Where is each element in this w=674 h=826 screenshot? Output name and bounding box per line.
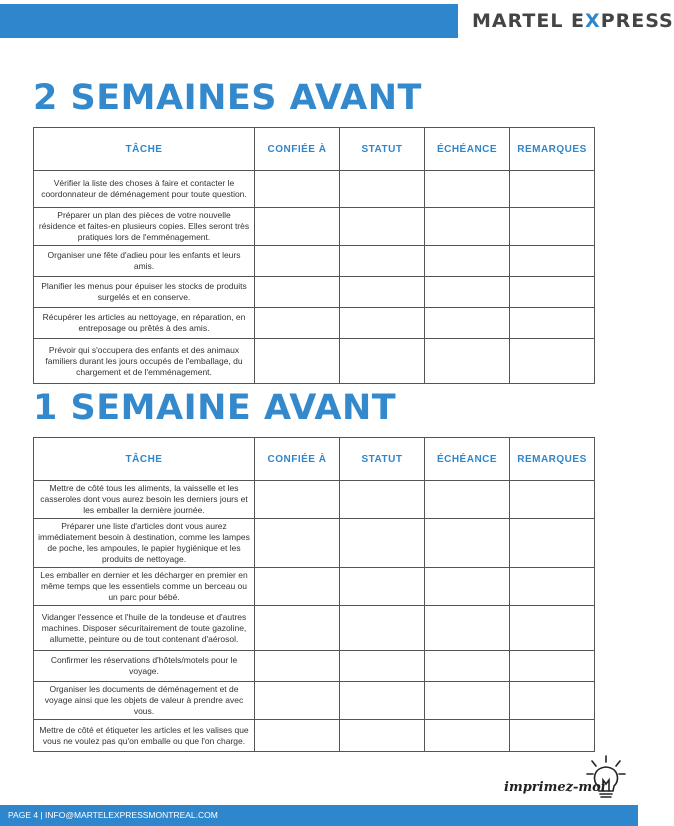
- assigned-cell[interactable]: [255, 682, 340, 720]
- assigned-cell[interactable]: [255, 519, 340, 568]
- table-row: [34, 682, 595, 720]
- status-cell[interactable]: [340, 339, 425, 384]
- assigned-cell[interactable]: [255, 481, 340, 519]
- remarks-cell[interactable]: [510, 606, 595, 651]
- status-cell[interactable]: [340, 606, 425, 651]
- table-row: [34, 519, 595, 568]
- top-bar: [0, 0, 674, 42]
- due-cell[interactable]: [425, 308, 510, 339]
- logo-text-1: MARTEL E: [472, 10, 586, 32]
- task-cell: Mettre de côté tous les aliments, la vaisselle et les casseroles dont vous aurez besoin les derniers jours et les emballer la dernière journée.: [34, 481, 255, 519]
- task-cell: Les emballer en dernier et les décharger en premier en même temps que les essentiels comme un berceau ou un parc pour bébé.: [34, 568, 255, 606]
- col-header-task: TÂCHE: [34, 128, 255, 171]
- status-cell[interactable]: [340, 682, 425, 720]
- remarks-cell[interactable]: [510, 481, 595, 519]
- footer-text: PAGE 4 | INFO@MARTELEXPRESSMONTREAL.COM: [8, 810, 218, 820]
- task-cell: Organiser les documents de déménagement et de voyage ainsi que les objets de valeur à prendre avec vous.: [34, 682, 255, 720]
- status-cell[interactable]: [340, 481, 425, 519]
- table-row: [34, 277, 595, 308]
- table-row: [34, 308, 595, 339]
- table-row: [34, 568, 595, 606]
- task-table-1-week: [33, 437, 595, 752]
- table-header-row: [34, 128, 595, 171]
- task-table-2-weeks: [33, 127, 595, 384]
- assigned-cell[interactable]: [255, 277, 340, 308]
- logo-text-2: PRESS: [600, 10, 674, 32]
- logo-text-accent: X: [585, 10, 601, 32]
- due-cell[interactable]: [425, 568, 510, 606]
- task-cell: Prévoir qui s'occupera des enfants et des animaux familiers durant les jours occupés de l'emballage, du chargement et de l'emménagement.: [34, 339, 255, 384]
- remarks-cell[interactable]: [510, 208, 595, 246]
- status-cell[interactable]: [340, 308, 425, 339]
- remarks-cell[interactable]: [510, 568, 595, 606]
- remarks-cell[interactable]: [510, 651, 595, 682]
- col-header-status: STATUT: [340, 128, 425, 171]
- due-cell[interactable]: [425, 606, 510, 651]
- top-blue-band: [0, 4, 458, 38]
- status-cell[interactable]: [340, 519, 425, 568]
- assigned-cell[interactable]: [255, 720, 340, 752]
- col-header-due: ÉCHÉANCE: [425, 438, 510, 481]
- company-logo: [472, 10, 674, 32]
- task-cell: Planifier les menus pour épuiser les stocks de produits surgelés et en conserve.: [34, 277, 255, 308]
- remarks-cell[interactable]: [510, 682, 595, 720]
- col-header-task: TÂCHE: [34, 438, 255, 481]
- task-cell: Mettre de côté et étiqueter les articles et les valises que vous ne voulez pas qu'on emballe ou que l'on charge.: [34, 720, 255, 752]
- col-header-status: STATUT: [340, 438, 425, 481]
- assigned-cell[interactable]: [255, 568, 340, 606]
- col-header-remarks: REMARQUES: [510, 438, 595, 481]
- task-cell: Organiser une fête d'adieu pour les enfants et leurs amis.: [34, 246, 255, 277]
- remarks-cell[interactable]: [510, 308, 595, 339]
- col-header-remarks: REMARQUES: [510, 128, 595, 171]
- due-cell[interactable]: [425, 208, 510, 246]
- table-row: [34, 651, 595, 682]
- status-cell[interactable]: [340, 171, 425, 208]
- due-cell[interactable]: [425, 720, 510, 752]
- footer-bar: [0, 805, 638, 826]
- status-cell[interactable]: [340, 246, 425, 277]
- status-cell[interactable]: [340, 277, 425, 308]
- task-cell: Vidanger l'essence et l'huile de la tondeuse et d'autres machines. Disposer sécuritairement de toute gazoline, allumette, peinture ou de tout contenant d'aérosol.: [34, 606, 255, 651]
- task-cell: Récupérer les articles au nettoyage, en réparation, en entreposage ou prêtés à des amis.: [34, 308, 255, 339]
- assigned-cell[interactable]: [255, 651, 340, 682]
- due-cell[interactable]: [425, 519, 510, 568]
- lightbulb-icon: [586, 754, 626, 802]
- col-header-assigned: CONFIÉE À: [255, 438, 340, 481]
- table-row: [34, 606, 595, 651]
- table-row: [34, 720, 595, 752]
- due-cell[interactable]: [425, 481, 510, 519]
- section-title-1-week: 1 SEMAINE AVANT: [33, 388, 397, 428]
- remarks-cell[interactable]: [510, 720, 595, 752]
- table-row: [34, 339, 595, 384]
- table-row: [34, 208, 595, 246]
- col-header-assigned: CONFIÉE À: [255, 128, 340, 171]
- assigned-cell[interactable]: [255, 606, 340, 651]
- section-title-2-weeks: 2 SEMAINES AVANT: [33, 78, 422, 118]
- remarks-cell[interactable]: [510, 277, 595, 308]
- assigned-cell[interactable]: [255, 246, 340, 277]
- assigned-cell[interactable]: [255, 339, 340, 384]
- status-cell[interactable]: [340, 720, 425, 752]
- table-row: [34, 171, 595, 208]
- task-cell: Préparer une liste d'articles dont vous aurez immédiatement besoin à destination, comme les lampes de poche, les ampoules, le papier hygiénique et les produits de nettoyage.: [34, 519, 255, 568]
- assigned-cell[interactable]: [255, 208, 340, 246]
- due-cell[interactable]: [425, 339, 510, 384]
- task-cell: Confirmer les réservations d'hôtels/motels pour le voyage.: [34, 651, 255, 682]
- status-cell[interactable]: [340, 651, 425, 682]
- task-cell: Vérifier la liste des choses à faire et contacter le coordonnateur de déménagement pour toute question.: [34, 171, 255, 208]
- print-me-label: imprimez-moi: [504, 780, 606, 795]
- status-cell[interactable]: [340, 568, 425, 606]
- status-cell[interactable]: [340, 208, 425, 246]
- due-cell[interactable]: [425, 651, 510, 682]
- col-header-due: ÉCHÉANCE: [425, 128, 510, 171]
- assigned-cell[interactable]: [255, 308, 340, 339]
- remarks-cell[interactable]: [510, 246, 595, 277]
- remarks-cell[interactable]: [510, 171, 595, 208]
- assigned-cell[interactable]: [255, 171, 340, 208]
- task-cell: Préparer un plan des pièces de votre nouvelle résidence et faites-en plusieurs copies. Elles seront très pratiques lors de l'emménagement.: [34, 208, 255, 246]
- due-cell[interactable]: [425, 277, 510, 308]
- remarks-cell[interactable]: [510, 519, 595, 568]
- due-cell[interactable]: [425, 246, 510, 277]
- remarks-cell[interactable]: [510, 339, 595, 384]
- table-header-row: [34, 438, 595, 481]
- due-cell[interactable]: [425, 171, 510, 208]
- due-cell[interactable]: [425, 682, 510, 720]
- table-row: [34, 246, 595, 277]
- table-row: [34, 481, 595, 519]
